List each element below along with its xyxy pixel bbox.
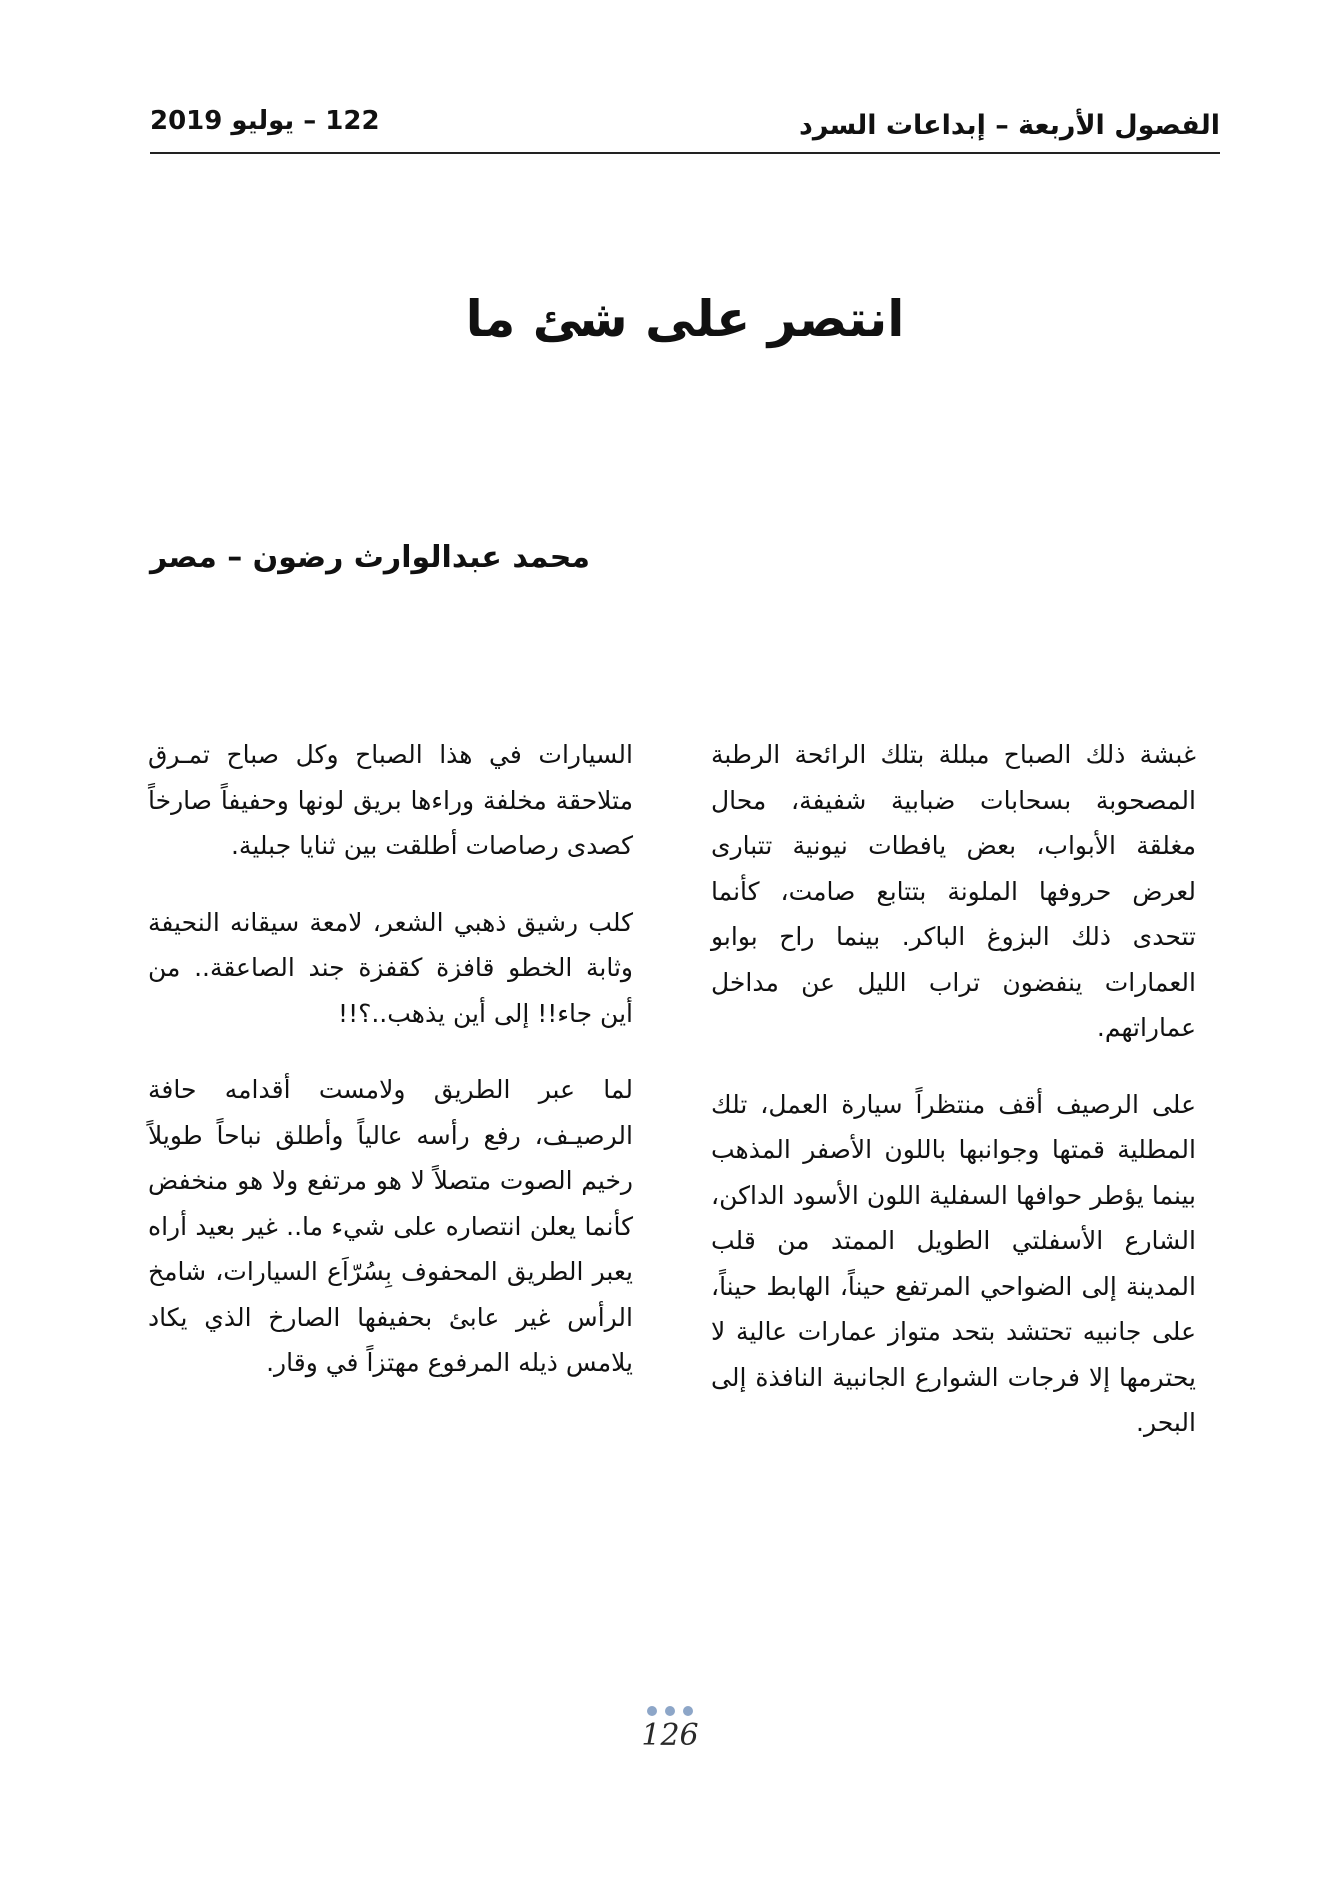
section-title: الفصول الأربعة – إبداعات السرد xyxy=(798,110,1220,141)
page-number: 126 xyxy=(641,1718,699,1753)
running-header xyxy=(150,100,1220,154)
paragraph: غبشة ذلك الصباح مبللة بتلك الرائحة الرطبة المصحوبة بسحابات ضبابية شفيفة، محال مغلقة الأبواب، بعض يافطات نيونية تتبارى لعرض حروفها الملونة بتتابع صامت، كأنما تتحدى ذلك البزوغ الباكر. بينما راح بوابو العمارات ينفضون تراب الليل عن مداخل عماراتهم. xyxy=(711,740,1196,1042)
issue-info: 122 – يوليو 2019 xyxy=(150,106,380,136)
paragraph: كلب رشيق ذهبي الشعر، لامعة سيقانه النحيفة وثابة الخطو قافزة كقفزة جند الصاعقة.. من أين جاء!! إلى أين يذهب..؟!! xyxy=(148,907,633,1028)
paragraph: لما عبر الطريق ولامست أقدامه حافة الرصيـف، رفع رأسه عالياً وأطلق نباحاً طويلاً رخيم الصوت متصلاً لا هو مرتفع ولا هو منخفض كأنما يعلن انتصاره على شيء ما.. غير بعيد أراه يعبر الطريق المحفوف بِسُرّاَع السيارات، شامخ الرأس غير عابئ بحفيفها الصارخ الذي يكاد يلامس ذيله المرفوع مهتزاً في وقار. xyxy=(148,1075,633,1377)
dot-ornament xyxy=(683,1706,693,1716)
dot-ornament xyxy=(665,1706,675,1716)
text-column-right xyxy=(711,732,1196,1477)
text-column-left xyxy=(148,732,633,1417)
paragraph: على الرصيف أقف منتظراً سيارة العمل، تلك المطلية قمتها وجوانبها باللون الأصفر المذهب بينما يؤطر حوافها السفلية اللون الأسود الداكن، الشارع الأسفلتي الطويل الممتد من قلب المدينة إلى الضواحي المرتفع حيناً، الهابط حيناً، على جانبيه تحتشد بتحد متواز عمارات عالية لا يحترمها إلا فرجات الشوارع الجانبية النافذة إلى البحر. xyxy=(711,1089,1196,1437)
dot-ornament xyxy=(647,1706,657,1716)
author-line: محمد عبدالوارث رضون – مصر xyxy=(149,540,590,575)
article-title: انتصر على شئ ما xyxy=(465,290,905,348)
decorative-dots xyxy=(600,1706,740,1716)
paragraph: السيارات في هذا الصباح وكل صباح تمـرق متلاحقة مخلفة وراءها بريق لونها وحفيفاً صارخاً كصدى رصاصات أطلقت بين ثنايا جبلية. xyxy=(148,740,633,860)
page-footer xyxy=(600,1706,740,1753)
